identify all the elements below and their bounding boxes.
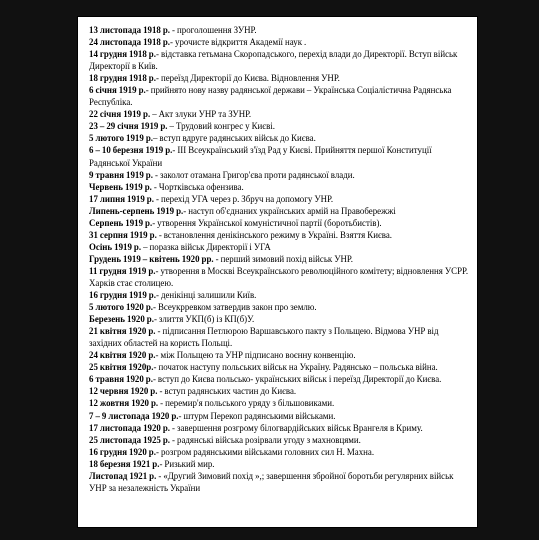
timeline-entry <box>89 422 471 434</box>
timeline-entry <box>89 120 471 132</box>
entry-text: - Всеукрревком затвердив закон про землю. <box>152 302 317 313</box>
entry-text: - ІІІ Всеукраїнський з'їзд Рад у Києві. Прийняття першої Конституції Радянської України <box>89 145 432 168</box>
timeline-entry <box>89 385 471 397</box>
entry-date: 6 травня 1920 р. <box>89 374 153 385</box>
entry-text: - утворення Української комуністичної партії (боротьбистів). <box>152 217 382 228</box>
timeline-entry <box>89 108 471 120</box>
timeline-entry <box>89 446 471 458</box>
entry-text: - радянські війська розірвали угоду з махновцями. <box>170 434 361 445</box>
timeline-entry <box>89 132 471 144</box>
entry-text: - утворення в Москві Всеукраїнського революційного комітету; відновлення УСРР. Харків стає столицею. <box>89 265 469 288</box>
entry-text: - злиття УКП(б) із КП(б)У. <box>153 314 255 325</box>
timeline-entry <box>89 193 471 205</box>
entry-date: 5 лютого 1919 р. <box>89 133 153 144</box>
entry-text: - переїзд Директорії до Києва. Відновлення УНР. <box>155 73 340 84</box>
document-page <box>77 16 478 528</box>
entry-date: 18 березня 1921 р. <box>89 458 160 469</box>
entry-date: Осінь 1919 р. <box>89 241 142 252</box>
entry-date: 6 – 10 березня 1919 р. <box>89 145 173 156</box>
entry-text: - «Другий Зимовий похід »,; завершення збройної боротьби регулярних військ УНР за незалежність України <box>89 470 454 493</box>
entry-date: 13 листопада 1918 р. <box>89 25 171 35</box>
entry-date: 24 квітня 1920 р. <box>89 350 156 361</box>
entry-date: Грудень 1919 – квітень 1920 рр. <box>89 253 214 264</box>
entry-text: - перехід УГА через р. Збруч на допомогу УНР. <box>153 193 334 204</box>
timeline-entry <box>89 241 471 253</box>
timeline-entry <box>89 144 471 168</box>
timeline-entry <box>89 72 471 84</box>
entry-text: – Акт злуки УНР та ЗУНР. <box>150 109 252 120</box>
timeline-entry <box>89 458 471 470</box>
timeline-entry <box>89 373 471 385</box>
entry-text: - наступ об'єднаних українських армій на Правобережжі <box>183 205 396 216</box>
entry-date: 25 квітня 1920р. <box>89 362 154 373</box>
timeline-entry <box>89 313 471 325</box>
entry-date: 12 жовтня 1920 р. <box>89 398 159 409</box>
entry-text: – Трудовий конгрес у Києві. <box>167 121 275 132</box>
entry-text: - штурм Перекоп радянськими військами. <box>178 410 336 421</box>
timeline-entry <box>89 36 471 48</box>
entry-date: Листопад 1921 р. <box>89 470 157 481</box>
entry-text: - відставка гетьмана Скоропадського, перехід влади до Директорії. Вступ військ Директорії в Київ. <box>89 49 458 72</box>
timeline-entry <box>89 169 471 181</box>
entry-date: 7 – 9 листопада 1920 р. <box>89 410 179 421</box>
entry-text: - встановлення денікінського режиму в Україні. Взяття Києва. <box>156 229 392 240</box>
entry-text: - заколот отамана Григор'єва проти радянської влади. <box>152 169 355 180</box>
entry-date: 9 травня 1919 р. <box>89 169 153 180</box>
timeline-entry <box>89 301 471 313</box>
entry-date: 23 – 29 січня 1919 р. <box>89 121 168 132</box>
entry-text: - між Польщею та УНР підписано воєнну конвенцію. <box>155 350 356 361</box>
entry-text: - перемир'я польського уряду з більшовиками. <box>158 398 335 409</box>
timeline-entry <box>89 229 471 241</box>
entry-date: 16 грудня 1920 р. <box>89 446 156 457</box>
entry-date: 6 січня 1919 р. <box>89 85 146 96</box>
entry-text: - Чортківська офензива. <box>151 181 244 192</box>
entry-date: 16 грудня 1919 р. <box>89 290 156 301</box>
entry-text: - Ризький мир. <box>159 458 215 469</box>
entry-date: 31 серпня 1919 р. <box>89 229 157 240</box>
timeline-entry <box>89 205 471 217</box>
entry-text: - розгром радянськими військами головних сил Н. Махна. <box>155 446 375 457</box>
entry-text: - завершення розгрому білогвардійських військ Врангеля в Криму. <box>170 422 423 433</box>
timeline-entry <box>89 325 471 349</box>
timeline-entry <box>89 84 471 108</box>
entry-date: 24 листопада 1918 р. <box>89 37 171 48</box>
timeline-entry <box>89 410 471 422</box>
entry-date: Серпень 1919 р. <box>89 217 153 228</box>
entry-text: - початок наступу польських військ на Україну. Радянсько – польська війна. <box>153 362 438 373</box>
entry-text: - підписання Петлюрою Варшавського пакту з Польщею. Відмова УНР від західних областей на користь Польщі. <box>89 326 439 349</box>
entry-text: - перший зимовий похід військ УНР. <box>213 253 353 264</box>
entry-text: – вступ вдруге радянських військ до Києва. <box>152 133 316 144</box>
entry-date: 17 липня 1919 р. <box>89 193 154 204</box>
timeline-entry <box>89 253 471 265</box>
timeline-entry <box>89 181 471 193</box>
entry-date: 5 лютого 1920 р. <box>89 302 153 313</box>
entry-text: – поразка військ Директорії і УГА <box>141 241 271 252</box>
timeline-entry <box>89 48 471 72</box>
entry-date: 25 листопада 1925 р. <box>89 434 171 445</box>
entry-text: - урочисте відкриття Академії наук . <box>170 37 307 48</box>
entry-date: Березень 1920 р. <box>89 314 154 325</box>
timeline-entry <box>89 361 471 373</box>
entry-date: 22 січня 1919 р. <box>89 109 151 120</box>
timeline-entry <box>89 217 471 229</box>
entry-text: - вступ до Києва польсько- українських військ і переїзд Директорії до Києва. <box>152 374 442 385</box>
entry-date: 12 червня 1920 р. <box>89 386 158 397</box>
timeline-entry <box>89 289 471 301</box>
timeline-entry <box>89 24 471 36</box>
entry-text: - вступ радянських частин до Києва. <box>157 386 297 397</box>
entry-date: 18 грудня 1918 р. <box>89 73 156 84</box>
entry-date: 21 квітня 1920 р. <box>89 326 156 337</box>
timeline-entry <box>89 397 471 409</box>
entry-text: - проголошення ЗУНР. <box>170 25 257 35</box>
entry-text: - денікінці залишили Київ. <box>155 290 257 301</box>
entry-date: Червень 1919 р. <box>89 181 152 192</box>
timeline-entry <box>89 434 471 446</box>
timeline-entry <box>89 349 471 361</box>
timeline-entry <box>89 470 471 494</box>
entry-date: 14 грудня 1918 р. <box>89 49 156 60</box>
entry-date: 11 грудня 1919 р. <box>89 265 156 276</box>
entry-text: - прийнято нову назву радянської держави – Українська Соціалістична Радянська Республіка. <box>89 85 452 108</box>
entry-date: 17 листопада 1920 р. <box>89 422 171 433</box>
timeline-entry <box>89 265 471 289</box>
entry-date: Липень-серпень 1919 р. <box>89 205 184 216</box>
